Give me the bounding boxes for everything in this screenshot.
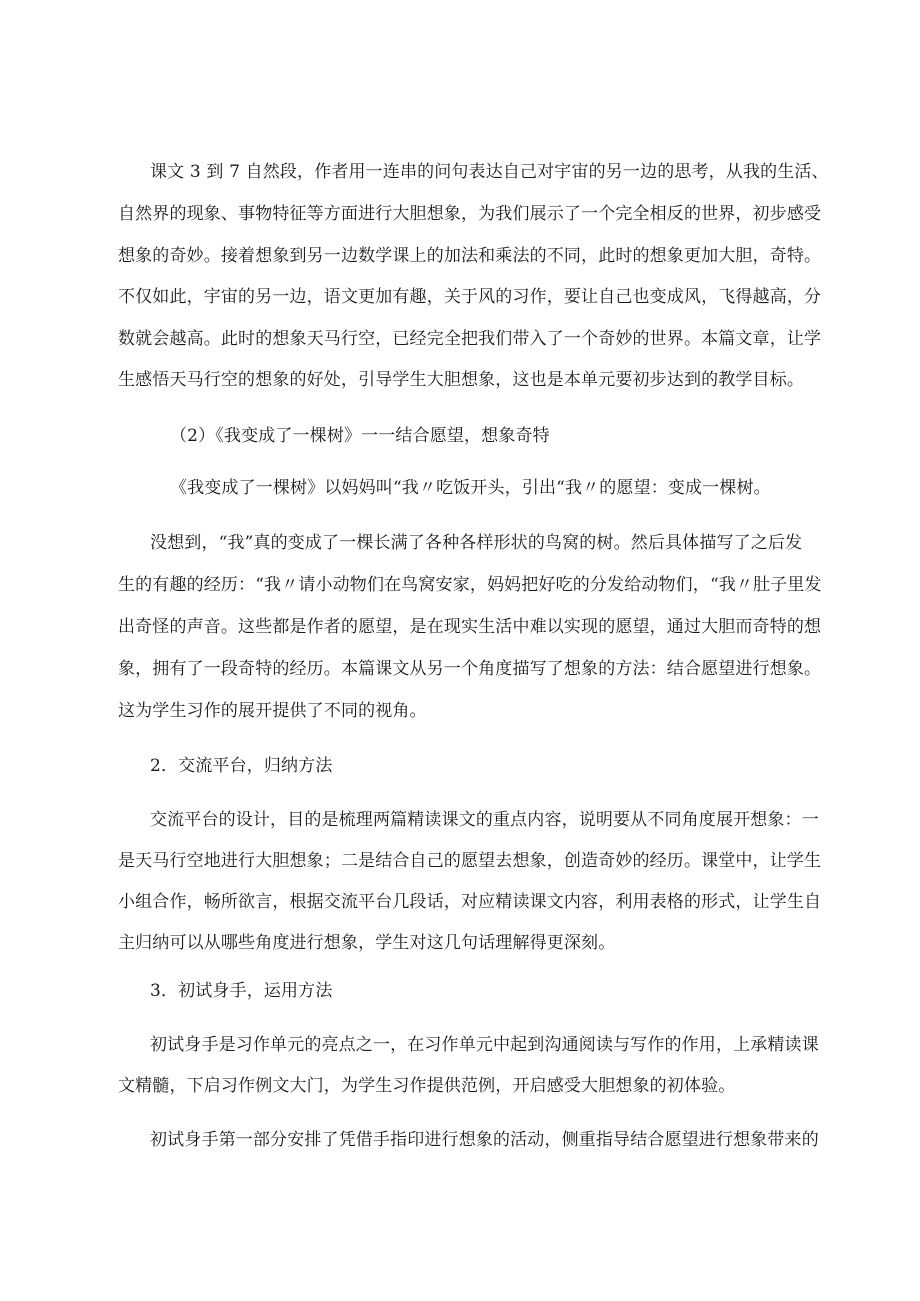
paragraph-3-line-4: 象，拥有了一段奇特的经历。本篇课文从另一个角度描写了想象的方法：结合愿望进行想象。	[118, 659, 822, 679]
paragraph-1-line-4: 不仅如此，宇宙的另一边，语文更加有趣，关于风的习作，要让自己也变成风，飞得越高，分	[118, 287, 822, 307]
paragraph-3-line-2: 生的有趣的经历：“我〃请小动物们在鸟窝安家，妈妈把好吃的分发给动物们，“我〃肚子里发	[118, 575, 822, 595]
paragraph-1-line-1: 课文 3 到 7 自然段，作者用一连串的问句表达自己对宇宙的另一边的思考，从我的生活、	[150, 162, 829, 182]
paragraph-3-line-3: 出奇怪的声音。这些都是作者的愿望，是在现实生活中难以实现的愿望，通过大胆而奇特的想	[118, 617, 822, 637]
section-heading-3: 3．初试身手，运用方法	[150, 981, 333, 1001]
paragraph-3-line-1: 没想到，“我”真的变成了一棵长满了各种各样形状的鸟窝的树。然后具体描写了之后发	[150, 533, 803, 553]
paragraph-1-line-2: 自然界的现象、事物特征等方面进行大胆想象，为我们展示了一个完全相反的世界，初步感受	[118, 204, 822, 224]
paragraph-2-line-1: 《我变成了一棵树》以妈妈叫“我〃吃饭开头，引出“我〃的愿望：变成一棵树。	[170, 478, 771, 498]
paragraph-1-line-3: 想象的奇妙。接着想象到另一边数学课上的加法和乘法的不同，此时的想象更加大胆，奇特。	[118, 246, 822, 266]
paragraph-5-line-1: 初试身手是习作单元的亮点之一，在习作单元中起到沟通阅读与写作的作用，上承精读课	[150, 1035, 819, 1055]
paragraph-4-line-1: 交流平台的设计，目的是梳理两篇精读课文的重点内容，说明要从不同角度展开想象：一	[150, 810, 819, 830]
section-heading-2: 2．交流平台，归纳方法	[150, 756, 333, 776]
paragraph-1-line-5: 数就会越高。此时的想象天马行空，已经完全把我们带入了一个奇妙的世界。本篇文章，让学	[118, 329, 822, 349]
paragraph-5-line-2: 文精髓，下启习作例文大门，为学生习作提供范例，开启感受大胆想象的初体验。	[118, 1076, 736, 1096]
paragraph-3-line-5: 这为学生习作的展开提供了不同的视角。	[118, 701, 427, 721]
subheading-2: （2）《我变成了一棵树》一一结合愿望，想象奇特	[170, 426, 550, 446]
paragraph-4-line-3: 小组合作，畅所欲言，根据交流平台几段话，对应精读课文内容，利用表格的形式，让学生自	[118, 892, 822, 912]
paragraph-4-line-2: 是天马行空地进行大胆想象；二是结合自己的愿望去想象，创造奇妙的经历。课堂中，让学生	[118, 851, 822, 871]
paragraph-6-line-1: 初试身手第一部分安排了凭借手指印进行想象的活动，侧重指导结合愿望进行想象带来的	[150, 1130, 819, 1150]
paragraph-4-line-4: 主归纳可以从哪些角度进行想象，学生对这几句话理解得更深刻。	[118, 933, 616, 953]
paragraph-1-line-6: 生感悟天马行空的想象的好处，引导学生大胆想象，这也是本单元要初步达到的教学目标。	[118, 370, 804, 390]
